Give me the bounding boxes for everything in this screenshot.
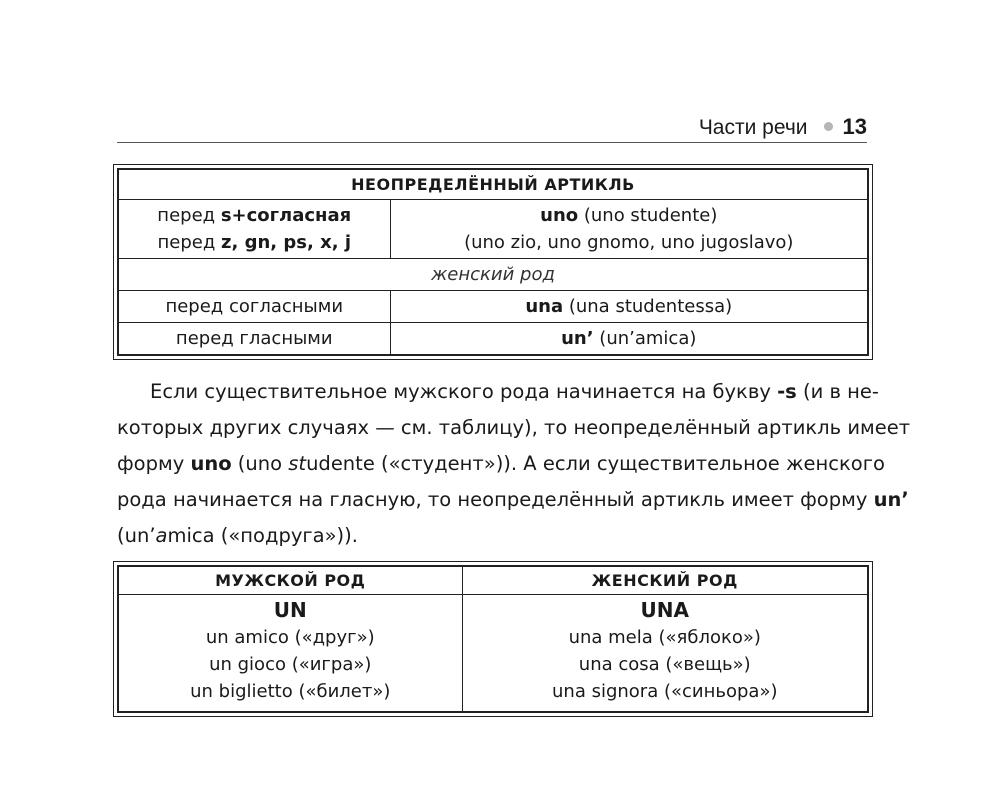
- text-run-bold: -s: [777, 380, 797, 403]
- running-head: [117, 112, 867, 143]
- text-run-italic: st: [288, 452, 307, 475]
- article-una: UNA: [640, 598, 689, 622]
- text-run: рода начинается на гласную, то неопределённый артикль имеет форму: [117, 488, 874, 511]
- indefinite-article-table: [117, 168, 869, 356]
- text-run: (uno: [231, 452, 289, 475]
- example-item: un gioco («игра»): [209, 654, 372, 675]
- article-form: un’: [561, 328, 594, 349]
- article-un: UN: [273, 598, 307, 622]
- page-number: 13: [842, 114, 867, 139]
- text-run-bold: uno: [190, 452, 232, 475]
- cell-text: перед: [157, 232, 222, 253]
- example-item: un amico («друг»): [205, 627, 375, 648]
- paragraph-line: [117, 374, 879, 410]
- text-run: (un’: [117, 524, 156, 547]
- cell-text: (una studentessa): [563, 296, 733, 317]
- cell-text: перед: [157, 205, 221, 226]
- table-cell-condition: [118, 200, 390, 259]
- table-cell-form: [390, 323, 868, 356]
- text-run: форму: [117, 452, 191, 475]
- table-row: [118, 323, 868, 356]
- paragraph-line: [117, 482, 909, 518]
- text-run: (и в не-: [796, 380, 879, 403]
- table-row: [118, 200, 868, 259]
- example-item: un biglietto («билет»): [190, 681, 391, 702]
- feminine-examples: [462, 595, 868, 713]
- cell-text: (un’amica): [593, 328, 697, 349]
- article-form: una: [525, 296, 564, 317]
- example-item: una cosa («вещь»): [578, 654, 751, 675]
- example-item: una mela («яблоко»): [568, 627, 761, 648]
- text-run: mica («подруга»)).: [167, 524, 358, 547]
- body-paragraph: [117, 374, 911, 554]
- cell-text: (uno zio, uno gnomo, uno jugoslavo): [464, 232, 794, 253]
- table-cell-condition: перед гласными: [118, 323, 390, 356]
- text-run-bold: un’: [873, 488, 909, 511]
- table-cell-form: [390, 291, 868, 323]
- header-feminine: ЖЕНСКИЙ РОД: [462, 566, 868, 595]
- text-run: udente («студент»)). А если существительное женского: [306, 452, 885, 475]
- cell-text-bold: z, gn, ps, x, j: [221, 232, 351, 253]
- section-title: Части речи: [698, 116, 808, 139]
- paragraph-line: которых других случаях — см. таблицу), то неопределённый артикль имеет: [117, 416, 911, 439]
- table-title: НЕОПРЕДЕЛЁННЫЙ АРТИКЛЬ: [118, 169, 868, 200]
- table-cell-form: [390, 200, 868, 259]
- example-item: una signora («синьора»): [552, 681, 778, 702]
- paragraph-line: [117, 518, 869, 554]
- article-form: uno: [540, 205, 579, 226]
- table-row: [118, 291, 868, 323]
- gender-article-table: [117, 565, 869, 713]
- bullet-dot-icon: [824, 122, 833, 131]
- header-masculine: МУЖСКОЙ РОД: [118, 566, 462, 595]
- gender-subheader: женский род: [118, 259, 868, 291]
- cell-text: (uno studente): [578, 205, 718, 226]
- text-run-italic: a: [155, 524, 168, 547]
- cell-text-bold: s+согласная: [220, 205, 352, 226]
- text-run: Если существительное мужского рода начинается на букву: [150, 380, 778, 403]
- masculine-examples: [118, 595, 462, 713]
- paragraph-line: [117, 446, 885, 482]
- table-cell-condition: перед согласными: [118, 291, 390, 323]
